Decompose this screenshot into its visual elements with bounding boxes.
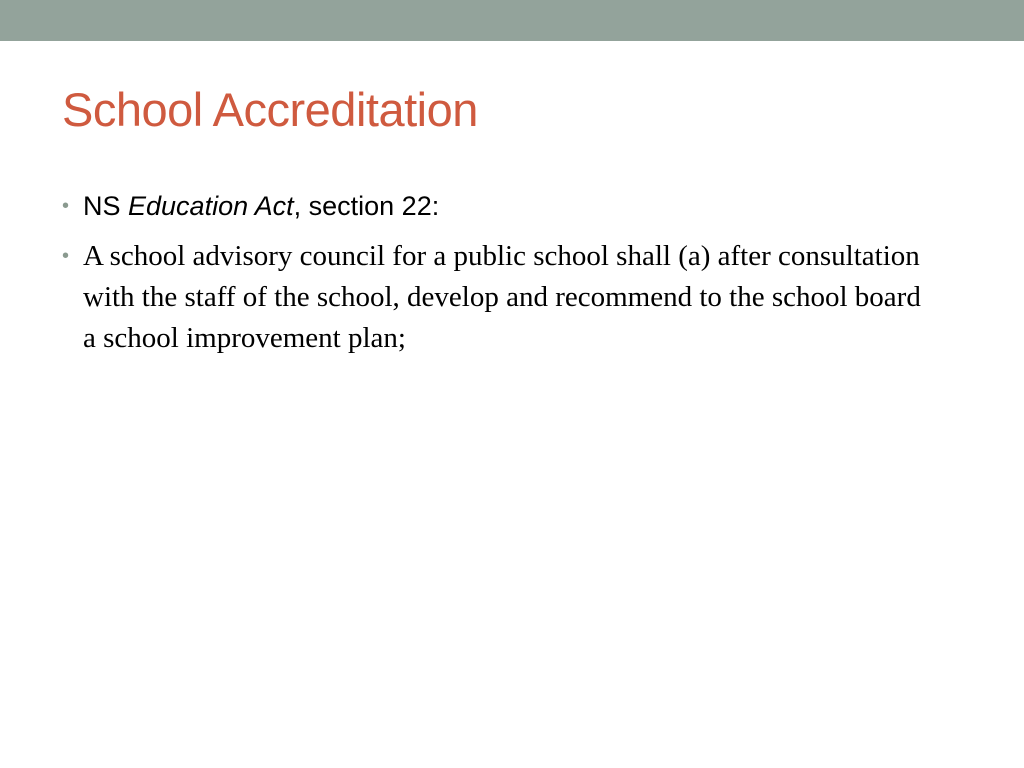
bullet-act-title: Education Act — [128, 191, 294, 221]
bullet-dot-icon: • — [62, 195, 70, 217]
slide-title: School Accreditation — [62, 83, 478, 136]
bullet-council-text: A school advisory council for a public school shall (a) after consultation with the staff of the school, develop and recommend to the school board a school improvement plan; — [83, 240, 921, 354]
bullet-dot-icon: • — [62, 245, 70, 267]
top-accent-bar — [0, 0, 1024, 41]
bullet-act-prefix: NS — [83, 191, 129, 221]
bullet-list — [62, 186, 962, 359]
bullet-item-act — [62, 186, 962, 226]
bullet-act-suffix: , section 22: — [293, 191, 440, 221]
bullet-item-council — [62, 236, 962, 359]
